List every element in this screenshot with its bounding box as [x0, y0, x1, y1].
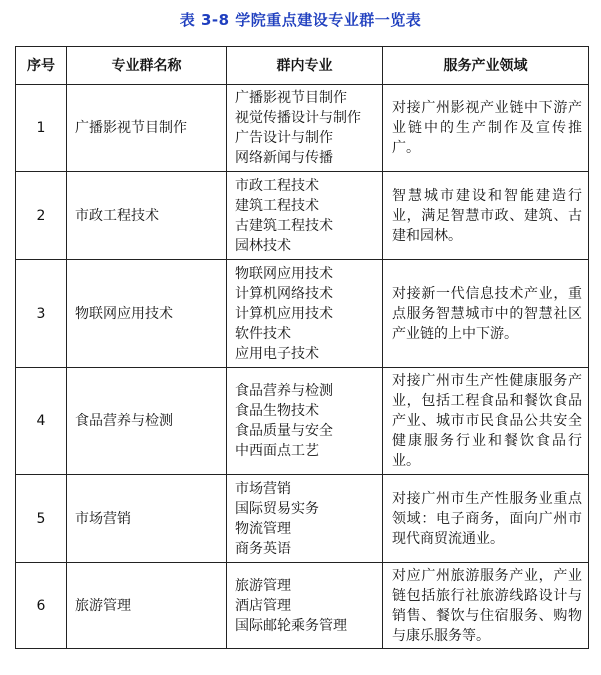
- row-majors: [227, 172, 383, 260]
- major-item: 广播影视节目制作: [235, 90, 347, 106]
- table-caption: 表 3-8 学院重点建设专业群一览表: [179, 11, 422, 29]
- major-item: 网络新闻与传播: [235, 150, 333, 166]
- row-group-name: 食品营养与检测: [67, 368, 227, 475]
- row-majors: [227, 475, 383, 563]
- header-group-name: 专业群名称: [67, 47, 227, 85]
- major-item: 中西面点工艺: [235, 443, 319, 459]
- major-item: 园林技术: [235, 237, 291, 254]
- row-service-field: 对应广州旅游服务产业，产业链包括旅行社旅游线路设计与销售、餐饮与住宿服务、购物与康乐服务等。: [383, 563, 589, 649]
- major-item: 古建筑工程技术: [235, 217, 333, 234]
- row-seq: 2: [16, 172, 67, 260]
- table-header-row: [16, 47, 589, 85]
- major-item: 市政工程技术: [235, 177, 319, 194]
- major-item: 国际邮轮乘务管理: [235, 617, 347, 634]
- table-row: [16, 172, 589, 260]
- row-seq: 5: [16, 475, 67, 563]
- major-item: 建筑工程技术: [235, 197, 319, 214]
- row-majors: [227, 85, 383, 172]
- row-service-field: 对接新一代信息技术产业，重点服务智慧城市中的智慧社区产业链的上中下游。: [383, 260, 589, 368]
- major-item: 应用电子技术: [235, 345, 319, 362]
- row-majors: [227, 260, 383, 368]
- major-item: 软件技术: [235, 325, 291, 342]
- major-item: 物流管理: [235, 520, 291, 537]
- major-item: 国际贸易实务: [235, 500, 319, 517]
- header-service-field: 服务产业领域: [383, 47, 589, 85]
- major-item: 食品生物技术: [235, 403, 319, 419]
- row-service-field: 对接广州市生产性健康服务产业，包括工程食品和餐饮食品产业、城市市民食品公共安全健康服务行业和餐饮食品行业。: [383, 368, 589, 475]
- row-service-field: 对接广州影视产业链中下游产业链中的生产制作及宣传推广。: [383, 85, 589, 172]
- major-item: 市场营销: [235, 480, 291, 497]
- major-item: 食品质量与安全: [235, 423, 333, 439]
- table-row: [16, 563, 589, 649]
- major-item: 旅游管理: [235, 577, 291, 594]
- row-majors: [227, 368, 383, 475]
- row-majors: [227, 563, 383, 649]
- row-group-name: 广播影视节目制作: [67, 85, 227, 172]
- major-item: 计算机应用技术: [235, 305, 333, 322]
- table-row: [16, 368, 589, 475]
- table-row: [16, 85, 589, 172]
- header-majors: 群内专业: [227, 47, 383, 85]
- major-item: 视觉传播设计与制作: [235, 110, 361, 126]
- major-item: 商务英语: [235, 540, 291, 557]
- row-group-name: 物联网应用技术: [67, 260, 227, 368]
- table-body: [16, 85, 589, 649]
- major-item: 食品营养与检测: [235, 383, 333, 399]
- row-seq: 1: [16, 85, 67, 172]
- major-item: 物联网应用技术: [235, 265, 333, 282]
- major-item: 计算机网络技术: [235, 285, 333, 302]
- row-seq: 6: [16, 563, 67, 649]
- major-item: 酒店管理: [235, 597, 291, 614]
- table-row: [16, 260, 589, 368]
- row-service-field: 对接广州市生产性服务业重点领域：电子商务，面向广州市现代商贸流通业。: [383, 475, 589, 563]
- row-group-name: 市场营销: [67, 475, 227, 563]
- table-row: [16, 475, 589, 563]
- header-seq: 序号: [16, 47, 67, 85]
- major-item: 广告设计与制作: [235, 130, 333, 146]
- row-seq: 4: [16, 368, 67, 475]
- major-groups-table: [15, 46, 589, 649]
- row-seq: 3: [16, 260, 67, 368]
- row-group-name: 市政工程技术: [67, 172, 227, 260]
- row-group-name: 旅游管理: [67, 563, 227, 649]
- row-service-field: 智慧城市建设和智能建造行业，满足智慧市政、建筑、古建和园林。: [383, 172, 589, 260]
